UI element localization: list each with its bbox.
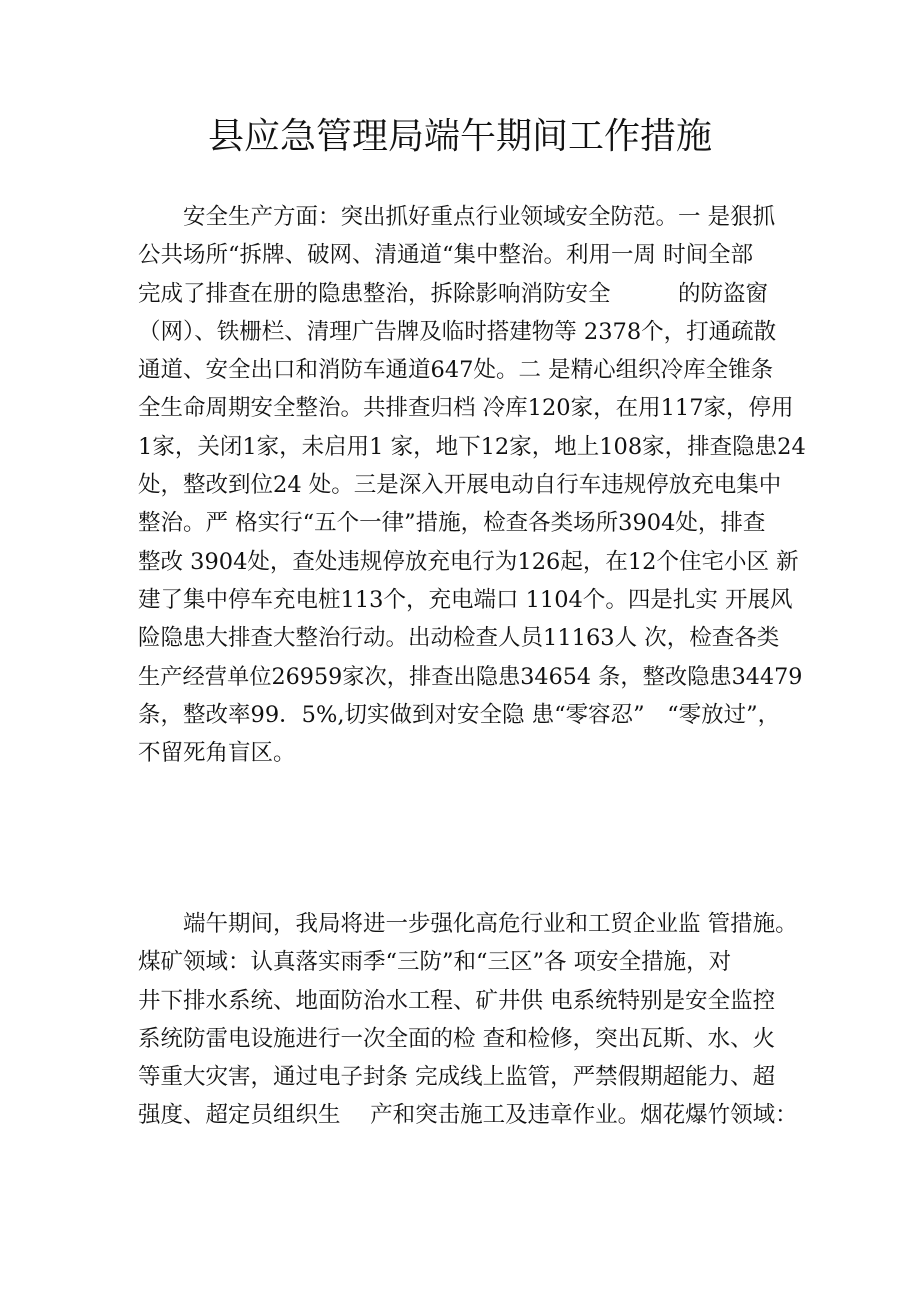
text-line: 完成了排查在册的隐患整治，拆除影响消防安全 的防盗窗 [138, 280, 769, 307]
text-line: 通道、安全出口和消防车通道647处。二 是精心组织冷库全锥条 [138, 357, 774, 384]
text-line: 安全生产方面：突出抓好重点行业领域安全防范。一 是狠抓 [138, 204, 776, 230]
paragraph-safety-production [138, 198, 808, 772]
text-line: 险隐患大排查大整治行动。出动检查人员11163人 次，检查各类 [138, 625, 780, 652]
text-line: 整改 3904处，查处违规停放充电行为126起，在12个住宅小区 新 [138, 548, 799, 575]
text-line: 公共场所“拆牌、破网、清通道“集中整治。利用一周 时间全部 [138, 242, 754, 269]
text-line: 井下排水系统、地面防治水工程、矿井供 电系统特别是安全监控 [138, 987, 776, 1014]
paragraph-dragon-boat-measures [138, 905, 808, 1135]
text-line: 处，整改到位24 处。三是深入开展电动自行车违规停放充电集中 [138, 472, 782, 499]
text-line: 系统防雷电设施进行一次全面的检 查和检修，突出瓦斯、水、火 [138, 1025, 776, 1052]
text-line: 全生命周期安全整治。共排查归档 冷库120家，在用117家，停用 [138, 395, 794, 422]
text-line: 生产经营单位26959家次，排查出隐患34654 条，整改隐患34479 [138, 663, 803, 690]
text-line: 建了集中停车充电桩113个，充电端口 1104个。四是扎实 开展风 [138, 586, 793, 613]
text-line: 条，整改率99．5%,切实做到对安全隐 患“零容忍” “零放过”， [138, 701, 781, 728]
document-title: 县应急管理局端午期间工作措施 [207, 116, 712, 157]
text-line: 煤矿领域：认真落实雨季“三防”和“三区”各 项安全措施，对 [138, 949, 732, 976]
text-line: （网）、铁栅栏、清理广告牌及临时搭建物等 2378个，打通疏散 [138, 318, 777, 345]
text-line: 等重大灾害，通过电子封条 完成线上监管，严禁假期超能力、超 [138, 1064, 776, 1091]
text-line: 强度、超定员组织生 产和突击施工及违章作业。烟花爆竹领域： [138, 1102, 798, 1129]
text-line: 端午期间，我局将进一步强化高危行业和工贸企业监 管措施。 [138, 911, 798, 937]
text-line: 不留死角盲区。 [138, 740, 296, 767]
text-line: 整治。严 格实行“五个一律”措施，检查各类场所3904处，排查 [138, 510, 766, 537]
text-line: 1家，关闭1家，未启用1 家，地下12家，地上108家，排查隐患24 [138, 433, 806, 460]
